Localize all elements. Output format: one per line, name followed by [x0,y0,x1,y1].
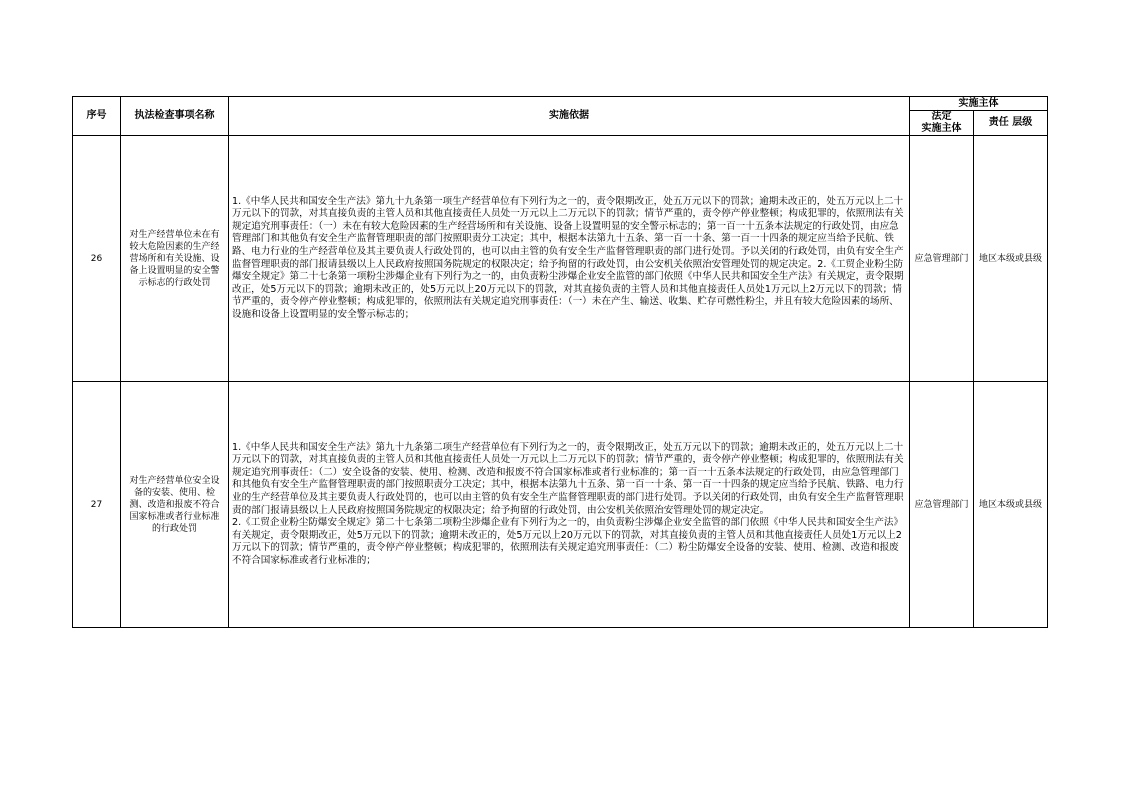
row-item-name: 对生产经营单位未在有较大危险因素的生产经营场所和有关设施、设备上设置明显的安全警示标志的行政处罚 [121,136,229,382]
header-subject-group: 实施主体 [910,97,1048,111]
header-level: 责任 层级 [974,111,1048,136]
header-item-name: 执法检查事项名称 [121,97,229,136]
row-basis: 1.《中华人民共和国安全生产法》第九十九条第一项生产经营单位有下列行为之一的，责令限期改正，处五万元以下的罚款；逾期未改正的，处五万元以上二十万元以下的罚款，对其直接负责的主管人员和其他直接责任人员处一万元以上二万元以下的罚款；情节严重的，责令停产停业整顿；构成犯罪的，依照刑法有关规定追究刑事责任：（一）未在有较大危险因素的生产经营场所和有关设施、设备上设置明显的安全警示标志的；第一百一十五条本法规定的行政处罚，由应急管理部门和其他负有安全生产监督管理职责的部门按照职责分工决定；其中，根据本法第九十五条、第一百一十条、第一百一十四条的规定应当给予民航、铁路、电力行业的生产经营单位及其主要负责人行政处罚的，也可以由主管的负有安全生产监督管理职责的部门进行处罚。予以关闭的行政处罚，由负有安全生产监督管理职责的部门报请县级以上人民政府按照国务院规定的权限决定；给予拘留的行政处罚，由公安机关依照治安管理处罚的规定决定。2.《工贸企业粉尘防爆安全规定》第二十七条第一项粉尘涉爆企业有下列行为之一的，由负责粉尘涉爆企业安全监管的部门依照《中华人民共和国安全生产法》有关规定，责令限期改正，处5万元以下的罚款；逾期未改正的，处5万元以上20万元以下的罚款，对其直接负责的主管人员和其他直接责任人员处1万元以上2万元以下的罚款；情节严重的，责令停产停业整顿；构成犯罪的，依照刑法有关规定追究刑事责任：（一）未在产生、输送、收集、贮存可燃性粉尘，并且有较大危险因素的场所、设施和设备上设置明显的安全警示标志的； [229,136,910,382]
row-subject: 应急管理部门 [910,136,974,382]
row-seq: 26 [73,136,121,382]
table-row [73,136,1048,382]
enforcement-table [72,96,1048,628]
row-level: 地区本级或县级 [974,136,1048,382]
header-basis: 实施依据 [229,97,910,136]
table-row [73,382,1048,628]
row-seq: 27 [73,382,121,628]
row-item-name: 对生产经营单位安全设备的安装、使用、检测、改造和报废不符合国家标准或者行业标准的行政处罚 [121,382,229,628]
header-legal-subject: 法定 实施主体 [910,111,974,136]
row-level: 地区本级或县级 [974,382,1048,628]
row-subject: 应急管理部门 [910,382,974,628]
header-seq: 序号 [73,97,121,136]
row-basis: 1.《中华人民共和国安全生产法》第九十九条第二项生产经营单位有下列行为之一的，责令限期改正，处五万元以下的罚款；逾期未改正的，处五万元以上二十万元以下的罚款，对其直接负责的主管人员和其他直接责任人员处一万元以上二万元以下的罚款；情节严重的，责令停产停业整顿；构成犯罪的，依照刑法有关规定追究刑事责任：（二）安全设备的安装、使用、检测、改造和报废不符合国家标准或者行业标准的；第一百一十五条本法规定的行政处罚，由应急管理部门和其他负有安全生产监督管理职责的部门按照职责分工决定；其中，根据本法第九十五条、第一百一十条、第一百一十四条的规定应当给予民航、铁路、电力行业的生产经营单位及其主要负责人行政处罚的，也可以由主管的负有安全生产监督管理职责的部门进行处罚。予以关闭的行政处罚，由负有安全生产监督管理职责的部门报请县级以上人民政府按照国务院规定的权限决定；给予拘留的行政处罚，由公安机关依照治安管理处罚的规定决定。 2.《工贸企业粉尘防爆安全规定》第二十七条第二项粉尘涉爆企业有下列行为之一的，由负责粉尘涉爆企业安全监管的部门依照《中华人民共和国安全生产法》有关规定，责令限期改正，处5万元以下的罚款；逾期未改正的，处5万元以上20万元以下的罚款，对其直接负责的主管人员和其他直接责任人员处1万元以上2万元以下的罚款；情节严重的，责令停产停业整顿；构成犯罪的，依照刑法有关规定追究刑事责任：（二）粉尘防爆安全设备的安装、使用、检测、改造和报废不符合国家标准或者行业标准的； [229,382,910,628]
